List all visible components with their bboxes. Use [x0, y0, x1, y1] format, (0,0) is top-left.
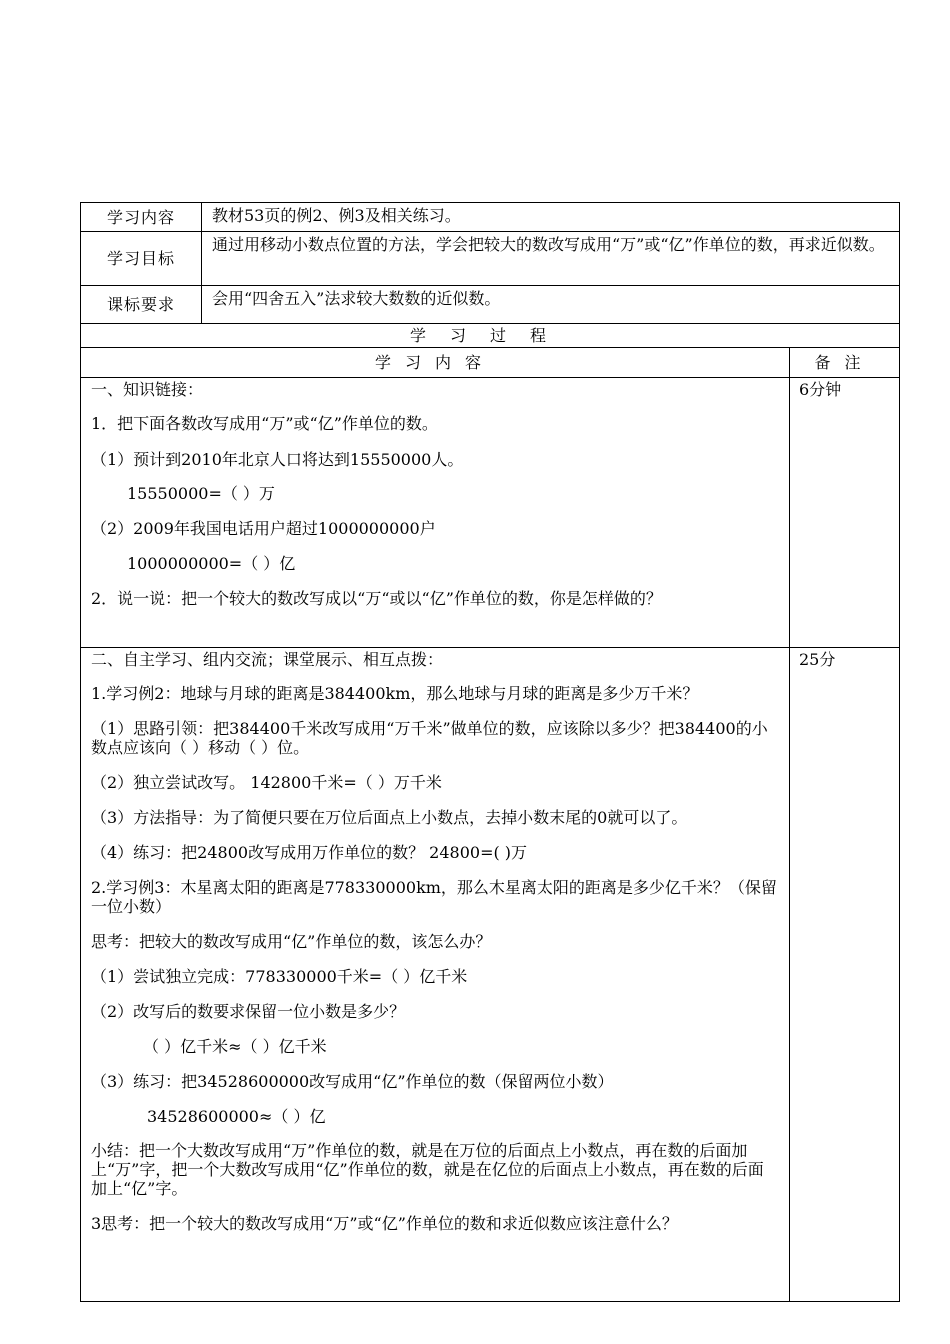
row-process-title [81, 324, 900, 348]
section2-line: 2.学习例3：木星离太阳的距离是778330000km，那么木星离太阳的距离是多少亿千米？（保留一位小数） [91, 878, 777, 916]
section1-line: （1）预计到2010年北京人口将达到15550000人。 [91, 450, 464, 469]
section1-line: 1．把下面各数改写成用“万”或“亿”作单位的数。 [91, 414, 438, 433]
section2-line: （3）练习：把34528600000改写成用“亿”作单位的数（保留两位小数） [91, 1072, 614, 1091]
section2-line: 34528600000≈（ ）亿 [147, 1107, 326, 1126]
row-standard [81, 286, 900, 324]
section2-line: 小结：把一个大数改写成用“万”作单位的数，就是在万位的后面点上小数点，再在数的后面加上“万”字，把一个大数改写成用“亿”作单位的数，就是在亿位的后面点上小数点，再在数的后面加上“亿”字。 [91, 1141, 764, 1198]
row-section2 [81, 648, 900, 1302]
section1-line: 15550000=（ ）万 [127, 484, 275, 503]
row-table-header [81, 348, 900, 378]
section2-line: （3）方法指导：为了简便只要在万位后面点上小数点，去掉小数末尾的0就可以了。 [91, 808, 688, 827]
section1-line: （2）2009年我国电话用户超过1000000000户 [91, 519, 436, 538]
content-label: 学习内容 [81, 203, 202, 232]
lesson-plan-table [80, 202, 900, 1302]
section1-line: 一、知识链接： [91, 380, 204, 399]
content-value: 教材53页的例2、例3及相关练习。 [202, 203, 900, 232]
section2-line: 1.学习例2：地球与月球的距离是384400km，那么地球与月球的距离是多少万千米？ [91, 684, 699, 703]
section1-line: 2．说一说：把一个较大的数改写成以“万“或以“亿”作单位的数，你是怎样做的？ [91, 589, 662, 608]
section2-line: （1）尝试独立完成：778330000千米=（ ）亿千米 [91, 967, 468, 986]
standard-label: 课标要求 [81, 286, 202, 324]
section2-line: （4）练习：把24800改写成用万作单位的数？ 24800=( )万 [91, 843, 528, 862]
goal-label: 学习目标 [81, 232, 202, 286]
process-title: 学习过程 [81, 324, 900, 348]
section1-line: 1000000000=（ ）亿 [127, 554, 296, 573]
lesson-plan-sheet [80, 202, 899, 1302]
section2-content [81, 648, 790, 1302]
section2-line: 3思考：把一个较大的数改写成用“万”或“亿”作单位的数和求近似数应该注意什么？ [91, 1214, 678, 1233]
section2-time: 25分 [790, 648, 900, 1302]
section2-line: 思考：把较大的数改写成用“亿”作单位的数，该怎么办？ [91, 932, 492, 951]
section2-line: （1）思路引领：把384400千米改写成用“万千米”做单位的数，应该除以多少？把384400的小数点应该向（ ）移动（ ）位。 [91, 719, 768, 757]
header-content: 学习内容 [81, 348, 790, 378]
section1-content [81, 378, 790, 648]
standard-value: 会用“四舍五入”法求较大数数的近似数。 [202, 286, 900, 324]
header-notes: 备注 [790, 348, 900, 378]
row-goal [81, 232, 900, 286]
row-section1 [81, 378, 900, 648]
section2-line: 二、自主学习、组内交流；课堂展示、相互点拨： [91, 650, 444, 669]
section1-time: 6分钟 [790, 378, 900, 648]
section2-line: （ ）亿千米≈（ ）亿千米 [143, 1037, 327, 1056]
goal-value: 通过用移动小数点位置的方法，学会把较大的数改写成用“万”或“亿”作单位的数，再求近似数。 [202, 232, 900, 286]
row-content [81, 203, 900, 232]
section2-line: （2）独立尝试改写。 142800千米=（ ）万千米 [91, 773, 442, 792]
section2-line: （2）改写后的数要求保留一位小数是多少？ [91, 1002, 406, 1021]
